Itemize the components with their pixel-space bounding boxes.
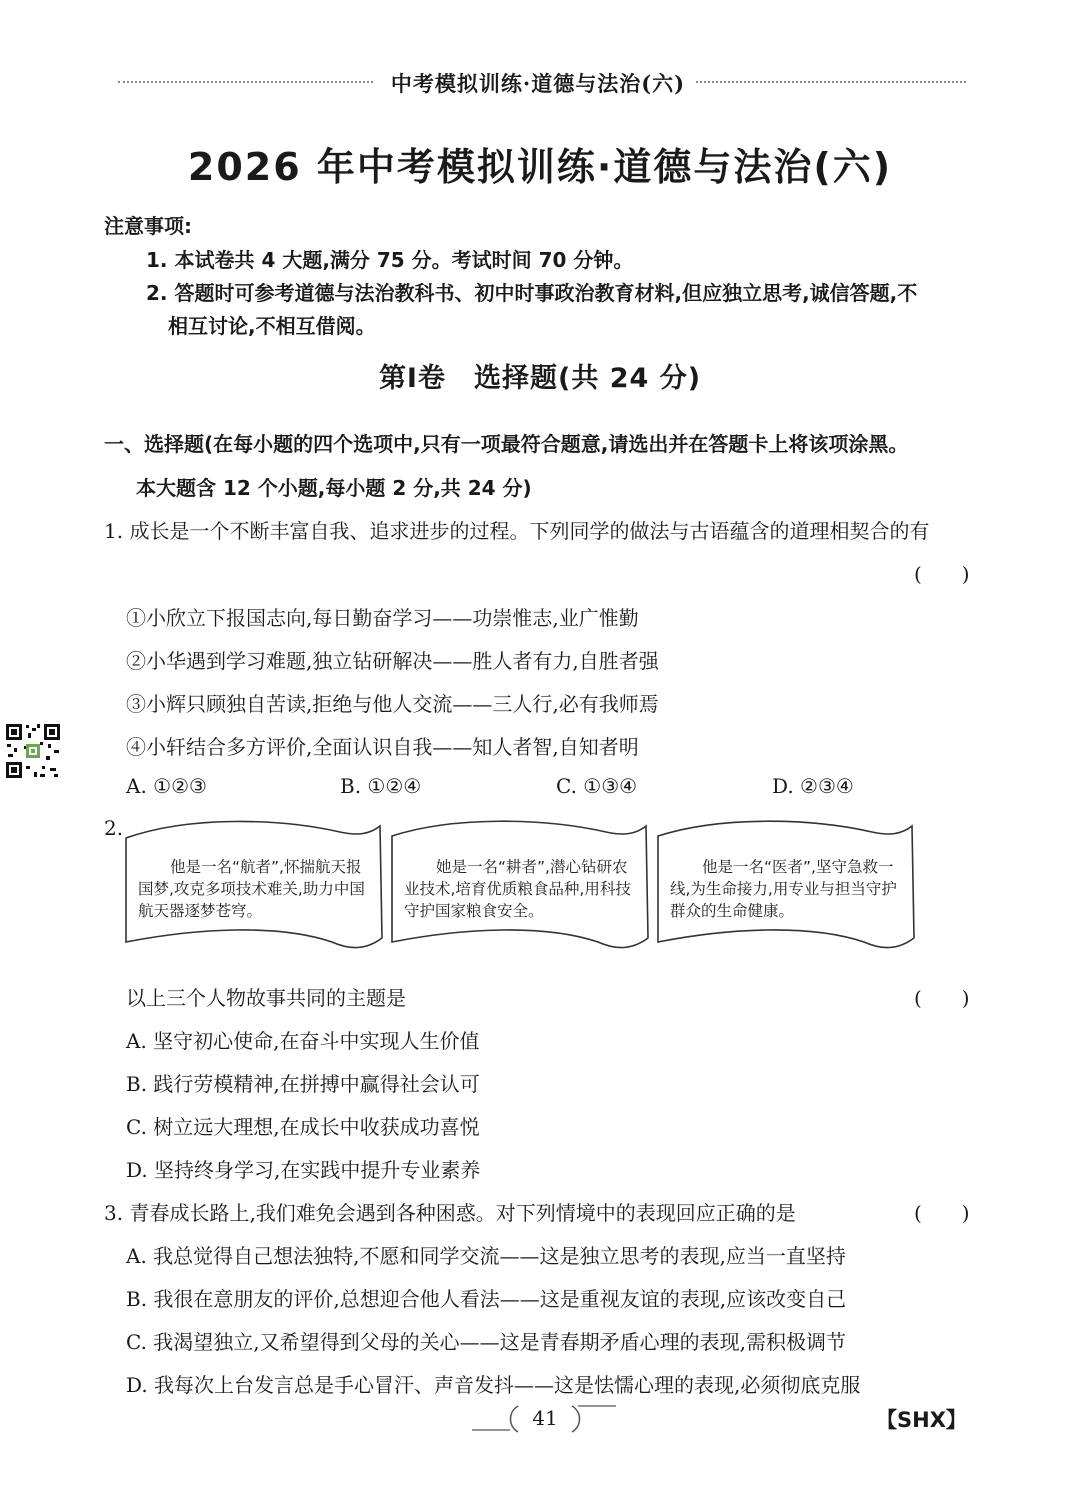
q2-stem: 以上三个人物故事共同的主题是 [126,986,406,1010]
q3-option-a: A. 我总觉得自己想法独特,不愿和同学交流——这是独立思考的表现,应当一直坚持 [126,1244,846,1268]
q1-option-d: D. ②③④ [772,774,854,798]
q2-scroll-text-2: 她是一名“耕者”,潜心钻研农业技术,培育优质粮食品种,用科技守护国家粮食安全。 [404,858,631,920]
q3-option-d: D. 我每次上台发言总是手心冒汗、声音发抖——这是怯懦心理的表现,必须彻底克服 [126,1373,861,1397]
notes-item-2-line-2: 相互讨论,不相互借阅。 [168,314,376,338]
q3-option-b: B. 我很在意朋友的评价,总想迎合他人看法——这是重视友谊的表现,应该改变自己 [126,1287,847,1311]
qr-code-icon [4,722,62,780]
header-dotted-line-left [118,81,373,83]
part1-instructions-line-1: 一、选择题(在每小题的四个选项中,只有一项最符合题意,请选出并在答题卡上将该项涂黑。 [104,432,909,456]
q2-option-b: B. 践行劳模精神,在拼搏中赢得社会认可 [126,1072,480,1096]
q2-option-d: D. 坚持终身学习,在实践中提升专业素养 [126,1158,481,1182]
q2-scroll-text-3: 他是一名“医者”,坚守急救一线,为生命接力,用专业与担当守护群众的生命健康。 [670,858,897,920]
q2-option-a: A. 坚守初心使命,在奋斗中实现人生价值 [126,1029,480,1053]
q2-number: 2. [104,816,124,840]
header-dotted-line-right [696,81,966,83]
q2-answer-paren: ( ) [914,986,970,1010]
running-header [118,66,966,100]
page-number: 41 [532,1406,558,1430]
notes-item-1: 1. 本试卷共 4 大题,满分 75 分。考试时间 70 分钟。 [146,248,634,272]
q3-option-c: C. 我渴望独立,又希望得到父母的关心——这是青春期矛盾心理的表现,需积极调节 [126,1330,847,1354]
section-title: 第Ⅰ卷 选择题(共 24 分) [378,363,702,394]
part1-instructions-line-2: 本大题含 12 个小题,每小题 2 分,共 24 分) [136,476,532,500]
q1-statement-4: ④小轩结合多方评价,全面认识自我——知人者智,自知者明 [126,735,639,759]
running-header-text: 中考模拟训练·道德与法治(六) [390,71,686,96]
page-number-ornament [470,1398,620,1438]
q1-option-a: A. ①②③ [126,774,207,798]
q1-answer-paren: ( ) [914,562,970,586]
notes-item-2-line-1: 2. 答题时可参考道德与法治教科书、初中时事政治教育材料,但应独立思考,诚信答题,不 [146,281,918,305]
q1-statement-3: ③小辉只顾独自苦读,拒绝与他人交流——三人行,必有我师焉 [126,692,659,716]
q1-statement-1: ①小欣立下报国志向,每日勤奋学习——功崇惟志,业广惟勤 [126,606,639,630]
q3-stem: 3. 青春成长路上,我们难免会遇到各种困惑。对下列情境中的表现回应正确的是 [104,1201,796,1225]
q1-stem: 1. 成长是一个不断丰富自我、追求进步的过程。下列同学的做法与古语蕴含的道理相契合的有 [104,519,930,543]
q2-scroll-banners [118,816,928,962]
q2-scroll-text-1: 他是一名“航者”,怀揣航天报国梦,攻克多项技术难关,助力中国航天器逐梦苍穹。 [138,858,365,920]
exam-code: 【SHX】 [876,1408,967,1432]
q2-option-c: C. 树立远大理想,在成长中收获成功喜悦 [126,1115,480,1139]
q1-statement-2: ②小华遇到学习难题,独立钻研解决——胜人者有力,自胜者强 [126,649,659,673]
q1-option-b: B. ①②④ [340,774,422,798]
q3-answer-paren: ( ) [914,1201,970,1225]
page-title: 2026 年中考模拟训练·道德与法治(六) [187,145,893,189]
notes-heading: 注意事项: [104,214,192,238]
q1-option-c: C. ①③④ [556,774,638,798]
